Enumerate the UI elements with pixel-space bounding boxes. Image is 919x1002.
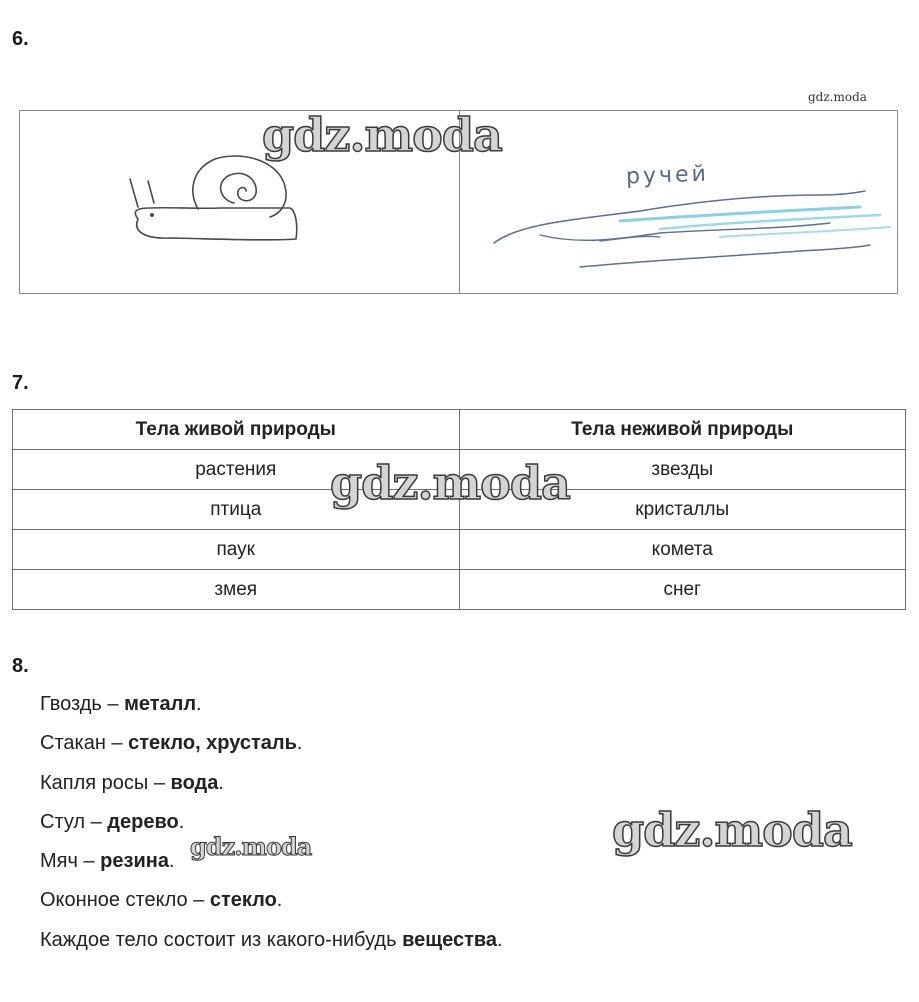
answer-list <box>40 688 503 963</box>
watermark-bottom: gdz.moda <box>612 803 852 857</box>
answer-bold: стекло, хрусталь <box>128 732 297 755</box>
snail-drawing <box>130 156 297 240</box>
task-6-number: 6. <box>12 28 29 50</box>
living-cell: растения <box>13 450 460 490</box>
answer-end: . <box>218 771 224 794</box>
watermark-small-mid: gdz.moda <box>190 832 312 861</box>
header-nonliving: Тела неживой природы <box>459 410 906 450</box>
nonliving-cell: снег <box>459 570 906 610</box>
answer-line <box>40 924 503 963</box>
answer-bold: дерево <box>107 810 179 833</box>
table-row <box>13 570 906 610</box>
answer-prefix: Капля росы – <box>40 771 171 794</box>
stream-drawing <box>494 191 890 267</box>
answer-bold: стекло <box>209 889 277 912</box>
answer-line <box>40 884 503 923</box>
answer-prefix: Мяч – <box>40 850 101 873</box>
answer-end: . <box>196 693 202 715</box>
stream-label: ручей <box>625 161 710 190</box>
nonliving-cell: кристаллы <box>459 490 906 530</box>
answer-bold: металл <box>124 693 197 715</box>
answer-bold: вещества <box>402 928 498 951</box>
watermark-top: gdz.moda <box>262 108 502 162</box>
living-cell: паук <box>13 530 460 570</box>
answer-line <box>40 688 503 727</box>
header-living: Тела живой природы <box>13 410 460 450</box>
answer-line <box>40 767 503 806</box>
answer-end: . <box>276 889 283 912</box>
task-7-number: 7. <box>12 372 29 394</box>
living-cell: змея <box>13 570 460 610</box>
answer-end: . <box>296 732 303 755</box>
answer-prefix: Стул – <box>40 810 108 833</box>
nonliving-cell: комета <box>459 530 906 570</box>
answer-bold: вода <box>170 771 219 794</box>
nonliving-cell: звезды <box>459 450 906 490</box>
answer-end: . <box>178 810 185 833</box>
answer-prefix: Оконное стекло – <box>40 889 210 912</box>
watermark-table: gdz.moda <box>330 456 570 510</box>
answer-end: . <box>497 928 503 951</box>
answer-prefix: Гвоздь – <box>40 693 125 715</box>
answer-prefix: Каждое тело состоит из какого-нибудь <box>40 928 403 951</box>
watermark-small-top: gdz.moda <box>808 90 867 104</box>
table-header-row <box>13 410 906 450</box>
living-cell: птица <box>13 490 460 530</box>
answer-bold: резина <box>100 850 169 873</box>
answer-end: . <box>168 850 175 873</box>
answer-line <box>40 727 503 766</box>
table-row <box>13 530 906 570</box>
answer-prefix: Стакан – <box>40 732 129 755</box>
task-8-number: 8. <box>12 655 29 677</box>
